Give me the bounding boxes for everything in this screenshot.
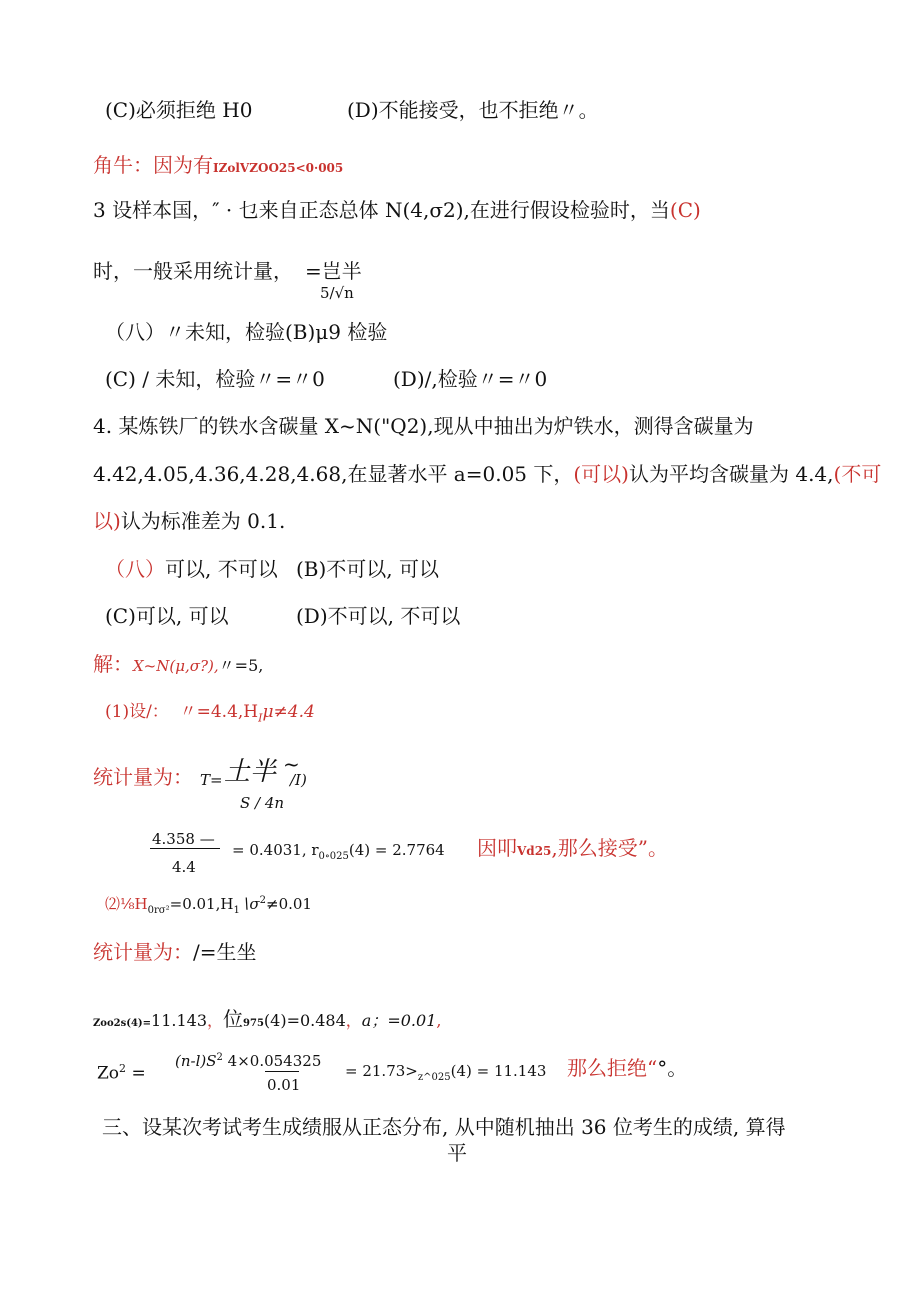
q4-zo-label-text: Zo <box>97 1063 120 1084</box>
q4-stat-label1-text: 统计量为： <box>93 765 193 789</box>
q4-option-a-text: 可以, 不可以 <box>165 557 278 581</box>
q4-option-c: (C)可以, 可以 <box>105 604 229 628</box>
q4-zo-numerator <box>175 1046 321 1073</box>
q4-step1-tail: μ≠4.4 <box>262 702 315 722</box>
q3-option-d: (D)/,检验〃=〃0 <box>393 367 548 391</box>
q3-option-c: (C) / 未知，检验〃=〃0 <box>105 367 325 391</box>
q4-conclusion2-tail: °。 <box>657 1056 688 1080</box>
q4-option-a <box>105 557 278 581</box>
q4-calc-numerator: 4.358 — <box>152 830 215 848</box>
q4-stat-T-tail: /I) <box>290 771 307 789</box>
q4-stem-line3-post: 认为标准差为 0.1. <box>120 509 286 533</box>
q4-step2-number: ⑵ <box>105 895 121 913</box>
q4-step1 <box>105 700 315 730</box>
q4-zo-label <box>97 1057 146 1086</box>
q4-step2-sub2: 1 <box>233 905 240 916</box>
q4-chi-mid-small: 975 <box>243 1018 264 1029</box>
q4-stat-label2-text: 统计量为： <box>93 940 193 964</box>
q4-zo-denominator: 0.01 <box>267 1076 301 1094</box>
q4-calc-result-value: = 0.4031, r <box>232 841 319 859</box>
q3-stem-line1 <box>93 198 701 222</box>
q4-step2-a: ⅛H <box>120 895 148 913</box>
q4-blank1: (可以) <box>573 462 629 486</box>
q2-solution <box>93 153 343 180</box>
q4-step2-b: =0.01,H <box>169 895 234 913</box>
q4-stat-label2 <box>93 940 257 964</box>
q4-calc-denominator: 4.4 <box>172 858 196 876</box>
q3-option-a: （八）〃未知，检验(B)μ9 检验 <box>105 320 388 344</box>
q4-step1-hypothesis: 〃=4.4,H <box>179 702 259 722</box>
q4-calc-result-tail: (4) = 2.7764 <box>348 841 445 859</box>
q4-step2 <box>105 889 312 923</box>
q4-zo-numerator-value: 4×0.054325 <box>227 1052 322 1070</box>
q4-option-b: (B)不可以, 可以 <box>296 557 440 581</box>
q4-zo-result-tail: (4) = 11.143 <box>450 1062 547 1080</box>
q4-stat-T: T= <box>200 771 223 789</box>
q4-stem-line2-mid: 认为平均含碳量为 4.4, <box>628 462 834 486</box>
q4-stem-line2 <box>93 462 881 486</box>
q3-statistic-bottom: 5/√n <box>320 284 354 302</box>
q2-option-c: (C)必须拒绝 H0 <box>105 98 253 122</box>
q4-chi-alpha: a；=0.01 <box>361 1011 437 1030</box>
q4-stat-T-tilde: ~ <box>283 752 300 776</box>
q4-zo-result <box>345 1059 546 1090</box>
section3-line2: 平 <box>447 1141 467 1165</box>
q4-chi-mid-pre: 位 <box>223 1007 244 1031</box>
q3-statistic-top: =岂半 <box>305 259 362 283</box>
q4-step1-sub: I <box>258 711 263 725</box>
q2-option-d: (D)不能接受，也不拒绝〃。 <box>347 98 599 122</box>
q4-conclusion1-small: Vd25 <box>517 844 552 858</box>
q4-zo-numerator-expr: (n-l)S <box>175 1052 217 1070</box>
q3-stem-line2: 时，一般采用统计量， <box>93 259 293 283</box>
q4-step2-sup: 2 <box>259 895 266 906</box>
q4-stem-line3 <box>93 509 285 533</box>
q4-solution-n: 〃=5, <box>218 656 264 675</box>
q4-stem-line1: 4. 某炼铁厂的铁水含碳量 X~N("Q2),现从中抽出为炉铁水，测得含碳量为 <box>93 414 754 438</box>
q4-step2-sub: 0rσ² <box>147 905 170 916</box>
q4-solution-distribution: X~N(μ,σ?), <box>133 657 219 675</box>
q4-zo-result-small: z^025 <box>417 1072 451 1083</box>
q4-conclusion1 <box>477 836 668 863</box>
q4-solution-label: 解： <box>93 652 133 676</box>
q4-step2-c: ∖σ <box>239 895 260 913</box>
q4-step1-label: (1)设/： <box>105 702 169 722</box>
q4-zo-fraction-bar <box>265 1071 299 1072</box>
q3-answer: (C) <box>669 198 701 222</box>
q4-chi-values: Zoo2s(4)=11.143，位975(4)=0.484，a；=0.01, <box>93 1007 442 1031</box>
q2-solution-formula: IZolVZOO25<0·005 <box>213 161 344 175</box>
q4-conclusion2 <box>567 1056 687 1080</box>
q4-step2-d: ≠0.01 <box>266 895 312 913</box>
q4-stat-T-denominator: S / 4n <box>240 794 285 812</box>
q4-option-a-label: （八） <box>105 557 165 581</box>
q2-solution-label: 角牛：因为有 <box>93 153 213 177</box>
q4-stat2-formula: /=生坐 <box>193 940 257 964</box>
q4-calc-fraction-bar <box>150 848 220 849</box>
q4-chi-mid-value: (4)=0.484 <box>263 1011 346 1030</box>
q4-zo-eq: = <box>126 1063 146 1084</box>
section3-line1: 三、设某次考试考生成绩服从正态分布, 从中随机抽出 36 位考生的成绩, 算得 <box>102 1115 786 1139</box>
q4-zo-numerator-sup: 2 <box>216 1052 223 1063</box>
q4-zo-result-value: = 21.73> <box>345 1062 418 1080</box>
q3-stem-text: 3 设样本国，″ · 乜来自正态总体 N(4,σ2),在进行假设检验时，当 <box>93 198 670 222</box>
q4-stat-T-numerator: 土半 <box>224 757 277 787</box>
q4-conclusion2-red: 那么拒绝“ <box>567 1056 658 1080</box>
q4-zo-label-sup: 2 <box>119 1062 127 1075</box>
q4-stem-line2-pre: 4.42,4.05,4.36,4.28,4.68,在显著水平 a=0.05 下， <box>93 462 574 486</box>
q4-chi-left-value: 11.143 <box>151 1011 208 1030</box>
q4-blank2-part1: (不可 <box>833 462 882 486</box>
q4-conclusion1-pre: 因叩 <box>477 836 517 860</box>
q4-calc-result <box>232 838 445 869</box>
q4-conclusion1-post: ,那么接受”。 <box>551 836 668 860</box>
q4-calc-result-sub: 0∘025 <box>318 851 349 862</box>
q4-solution-given <box>93 652 263 678</box>
q4-option-d: (D)不可以, 不可以 <box>296 604 461 628</box>
q4-chi-left-small: Zoo2s(4)= <box>93 1018 152 1029</box>
q4-stat-label1 <box>93 765 193 789</box>
q4-blank2-part2: 以) <box>93 509 121 533</box>
